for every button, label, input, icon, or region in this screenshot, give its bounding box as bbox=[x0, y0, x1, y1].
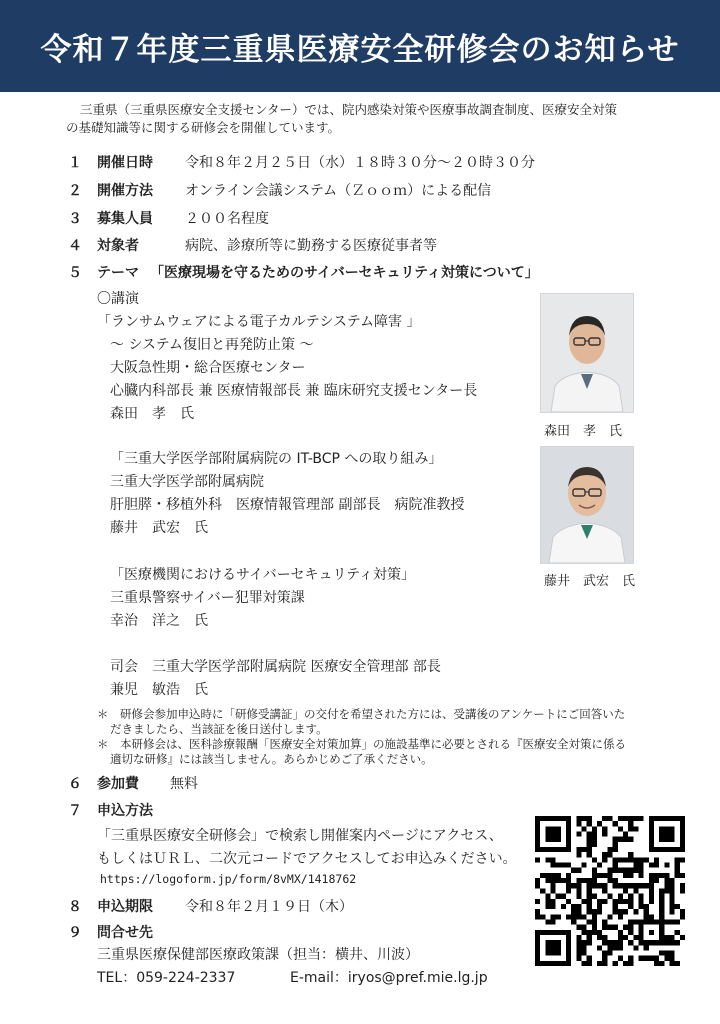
item-number: ３ bbox=[68, 211, 82, 227]
lecture-1-title: 「ランサムウェアによる電子カルテシステム障害 」 bbox=[97, 314, 421, 330]
method-label: 開催方法 bbox=[97, 183, 153, 199]
item-number: ８ bbox=[68, 899, 82, 915]
person-icon bbox=[541, 294, 633, 412]
lecture-2-title: 「三重大学医学部附属病院の IT-BCP への取り組み」 bbox=[110, 451, 443, 467]
lecture-3-speaker: 幸治 洋之 氏 bbox=[110, 613, 208, 629]
contact-dept: 三重県医療保健部医療政策課（担当：横井、川波） bbox=[97, 947, 419, 963]
fee-value: 無料 bbox=[170, 776, 198, 792]
item-number: ５ bbox=[68, 265, 82, 281]
date-value: 令和８年２月２５日（水）１８時３０分～２０時３０分 bbox=[185, 155, 535, 171]
moderator-name: 兼児 敏浩 氏 bbox=[110, 682, 208, 698]
apply-line-1: 「三重県医療安全研修会」で検索し開催案内ページにアクセス、 bbox=[97, 828, 503, 844]
date-label: 開催日時 bbox=[97, 155, 153, 171]
capacity-value: ２００名程度 bbox=[185, 211, 269, 227]
qr-code bbox=[535, 816, 685, 966]
lecture-3-title: 「医療機関におけるサイバーセキュリティ対策」 bbox=[110, 567, 416, 583]
capacity-label: 募集人員 bbox=[97, 211, 153, 227]
theme-label: テーマ bbox=[97, 265, 139, 281]
deadline-value: 令和８年２月１９日（木） bbox=[185, 899, 353, 915]
contact-label: 問合せ先 bbox=[97, 925, 153, 941]
contact-email-link[interactable]: E-mail：iryos@pref.mie.lg.jp bbox=[290, 970, 488, 986]
intro-line-2: の基礎知識等に関する研修会を開催しています。 bbox=[66, 120, 341, 135]
lectures-heading: 〇講演 bbox=[97, 291, 139, 307]
method-value: オンライン会議システム（Ｚｏｏｍ）による配信 bbox=[185, 183, 492, 199]
note-2-cont: 適切な研修』には該当しません。あらかじめご了承ください。 bbox=[110, 752, 433, 766]
apply-label: 申込方法 bbox=[97, 803, 153, 819]
item-number: ４ bbox=[68, 238, 82, 254]
item-number: ２ bbox=[68, 183, 82, 199]
lecture-1-speaker: 森田 孝 氏 bbox=[110, 406, 194, 422]
lecture-2-speaker: 藤井 武宏 氏 bbox=[110, 520, 208, 536]
lecture-1-subtitle: ～ システム復旧と再発防止策 ～ bbox=[110, 337, 314, 353]
lecture-1-role: 心臓内科部長 兼 医療情報部長 兼 臨床研究支援センター長 bbox=[110, 383, 478, 399]
contact-tel: TEL：059-224-2337 bbox=[97, 970, 236, 986]
note-1: ＊ 研修会参加申込時に「研修受講証」の交付を希望された方には、受講後のアンケートにご回答いた bbox=[97, 707, 626, 721]
speaker-photo-fujii bbox=[540, 446, 634, 564]
lecture-3-org: 三重県警察サイバー犯罪対策課 bbox=[110, 590, 305, 606]
lecture-1-org: 大阪急性期・総合医療センター bbox=[110, 360, 306, 376]
title-banner bbox=[0, 0, 720, 92]
moderator-line: 司会 三重大学医学部附属病院 医療安全管理部 部長 bbox=[110, 659, 441, 675]
lecture-2-role: 肝胆膵・移植外科 医療情報管理部 副部長 病院准教授 bbox=[110, 497, 465, 513]
photo-caption-morita: 森田 孝 氏 bbox=[544, 424, 623, 439]
page-title: 令和７年度三重県医療安全研修会のお知らせ bbox=[40, 31, 680, 68]
target-label: 対象者 bbox=[97, 238, 139, 254]
note-1-cont: だきましたら、当該証を後日送付します。 bbox=[110, 722, 328, 736]
item-number: ７ bbox=[68, 803, 82, 819]
lecture-2-org: 三重大学医学部附属病院 bbox=[110, 474, 264, 490]
person-icon bbox=[541, 447, 633, 563]
apply-url-link[interactable]: https://logoform.jp/form/8vMX/1418762 bbox=[100, 872, 357, 886]
speaker-photo-morita bbox=[540, 293, 634, 413]
qr-code-icon bbox=[535, 816, 685, 966]
item-number: ６ bbox=[68, 776, 82, 792]
target-value: 病院、診療所等に勤務する医療従事者等 bbox=[185, 238, 437, 254]
apply-line-2: もしくはＵＲＬ、二次元コードでアクセスしてお申込みください。 bbox=[97, 851, 517, 867]
note-2: ＊ 本研修会は、医科診療報酬「医療安全対策加算」の施設基準に必要とされる『医療安全対策に係る bbox=[97, 737, 626, 751]
deadline-label: 申込期限 bbox=[97, 899, 153, 915]
intro-line-1: 三重県（三重県医療安全支援センター）では、院内感染対策や医療事故調査制度、医療安全対策 bbox=[80, 102, 618, 117]
photo-caption-fujii: 藤井 武宏 氏 bbox=[544, 574, 636, 589]
theme-value: 「医療現場を守るためのサイバーセキュリティ対策について」 bbox=[150, 265, 539, 281]
fee-label: 参加費 bbox=[97, 776, 139, 792]
item-number: １ bbox=[68, 155, 82, 171]
item-number: ９ bbox=[68, 925, 82, 941]
